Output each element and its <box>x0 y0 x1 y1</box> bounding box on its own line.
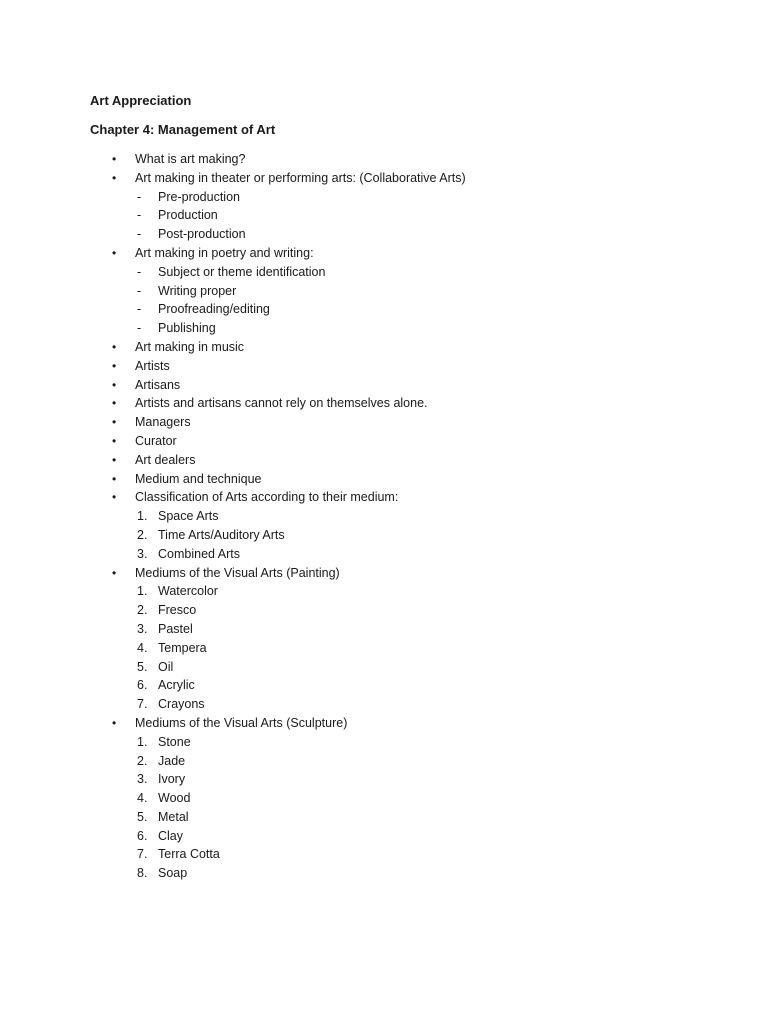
item-text: Ivory <box>158 772 186 787</box>
item-text: Publishing <box>158 321 216 336</box>
item-text: Soap <box>158 866 188 881</box>
bullet-item <box>0 432 768 451</box>
bullet-item <box>0 150 768 169</box>
dash-subitem <box>0 300 768 319</box>
numbered-subitem <box>0 789 768 808</box>
numbered-subitem <box>0 845 768 864</box>
bullet-item <box>0 714 768 733</box>
item-text: Art making in music <box>135 339 245 354</box>
bullet-item <box>0 244 768 263</box>
item-text: Managers <box>135 415 191 430</box>
dash-subitem <box>0 319 768 338</box>
number-marker: 5. <box>137 809 148 824</box>
number-marker: 5. <box>137 659 148 674</box>
dash-subitem <box>0 206 768 225</box>
number-marker: 2. <box>137 527 148 542</box>
item-text: Tempera <box>158 640 207 655</box>
item-text: Post-production <box>158 227 246 242</box>
numbered-subitem <box>0 752 768 771</box>
item-text: Terra Cotta <box>158 847 220 862</box>
number-marker: 6. <box>137 678 148 693</box>
numbered-subitem <box>0 827 768 846</box>
numbered-subitem <box>0 658 768 677</box>
dash-marker: - <box>137 302 142 317</box>
number-marker: 8. <box>137 866 148 881</box>
item-text: Artists and artisans cannot rely on themselves alone. <box>135 396 428 411</box>
numbered-subitem <box>0 676 768 695</box>
bullet-item <box>0 376 768 395</box>
bullet-item <box>0 564 768 583</box>
bullet-item <box>0 357 768 376</box>
item-text: Pre-production <box>158 189 240 204</box>
item-text: Mediums of the Visual Arts (Sculpture) <box>135 715 348 730</box>
number-marker: 1. <box>137 509 148 524</box>
item-text: Mediums of the Visual Arts (Painting) <box>135 565 340 580</box>
item-text: Art making in theater or performing arts: (Collaborative Arts) <box>135 170 466 185</box>
numbered-subitem <box>0 808 768 827</box>
number-marker: 4. <box>137 640 148 655</box>
item-text: Writing proper <box>158 283 237 298</box>
item-text: Crayons <box>158 697 205 712</box>
bullet-item <box>0 394 768 413</box>
numbered-subitem <box>0 733 768 752</box>
chapter-outline <box>0 150 768 883</box>
item-text: Acrylic <box>158 678 195 693</box>
number-marker: 4. <box>137 791 148 806</box>
number-marker: 1. <box>137 584 148 599</box>
dash-marker: - <box>137 208 142 223</box>
item-text: Production <box>158 208 218 223</box>
numbered-subitem <box>0 864 768 883</box>
bullet-marker: • <box>112 358 117 373</box>
numbered-subitem <box>0 620 768 639</box>
number-marker: 2. <box>137 753 148 768</box>
item-text: Time Arts/Auditory Arts <box>158 527 285 542</box>
item-text: Subject or theme identification <box>158 264 326 279</box>
number-marker: 7. <box>137 847 148 862</box>
dash-marker: - <box>137 283 142 298</box>
item-text: Metal <box>158 809 189 824</box>
item-text: Medium and technique <box>135 471 262 486</box>
bullet-item <box>0 413 768 432</box>
item-text: Stone <box>158 734 191 749</box>
item-text: Space Arts <box>158 509 219 524</box>
bullet-marker: • <box>112 377 117 392</box>
dash-marker: - <box>137 264 142 279</box>
bullet-marker: • <box>112 565 117 580</box>
item-text: Wood <box>158 791 191 806</box>
number-marker: 2. <box>137 603 148 618</box>
numbered-subitem <box>0 582 768 601</box>
bullet-marker: • <box>112 396 117 411</box>
item-text: Oil <box>158 659 174 674</box>
item-text: Jade <box>158 753 186 768</box>
dash-subitem <box>0 263 768 282</box>
numbered-subitem <box>0 507 768 526</box>
number-marker: 6. <box>137 828 148 843</box>
bullet-marker: • <box>112 490 117 505</box>
numbered-subitem <box>0 526 768 545</box>
dash-subitem <box>0 225 768 244</box>
item-text: Clay <box>158 828 184 843</box>
item-text: Curator <box>135 433 177 448</box>
item-text: Art dealers <box>135 452 196 467</box>
number-marker: 3. <box>137 621 148 636</box>
item-text: Watercolor <box>158 584 218 599</box>
bullet-item <box>0 338 768 357</box>
number-marker: 3. <box>137 772 148 787</box>
dash-marker: - <box>137 321 142 336</box>
item-text: Fresco <box>158 603 197 618</box>
number-marker: 7. <box>137 697 148 712</box>
bullet-item <box>0 470 768 489</box>
numbered-subitem <box>0 770 768 789</box>
bullet-marker: • <box>112 339 117 354</box>
numbered-subitem <box>0 601 768 620</box>
numbered-subitem <box>0 695 768 714</box>
bullet-marker: • <box>112 433 117 448</box>
item-text: Combined Arts <box>158 546 240 561</box>
numbered-subitem <box>0 639 768 658</box>
bullet-item <box>0 488 768 507</box>
item-text: Artisans <box>135 377 181 392</box>
dash-marker: - <box>137 189 142 204</box>
chapter-heading: Chapter 4: Management of Art <box>90 122 276 137</box>
bullet-marker: • <box>112 415 117 430</box>
dash-subitem <box>0 188 768 207</box>
bullet-item <box>0 451 768 470</box>
number-marker: 1. <box>137 734 148 749</box>
item-text: Classification of Arts according to their medium: <box>135 490 399 505</box>
bullet-item <box>0 169 768 188</box>
dash-subitem <box>0 282 768 301</box>
dash-marker: - <box>137 227 142 242</box>
item-text: Artists <box>135 358 170 373</box>
bullet-marker: • <box>112 170 117 185</box>
bullet-marker: • <box>112 452 117 467</box>
item-text: Proofreading/editing <box>158 302 270 317</box>
numbered-subitem <box>0 545 768 564</box>
item-text: Pastel <box>158 621 193 636</box>
number-marker: 3. <box>137 546 148 561</box>
bullet-marker: • <box>112 245 117 260</box>
document-title: Art Appreciation <box>90 93 192 108</box>
item-text: Art making in poetry and writing: <box>135 245 314 260</box>
bullet-marker: • <box>112 471 117 486</box>
item-text: What is art making? <box>135 152 246 166</box>
bullet-marker: • <box>112 152 117 166</box>
bullet-marker: • <box>112 715 117 730</box>
